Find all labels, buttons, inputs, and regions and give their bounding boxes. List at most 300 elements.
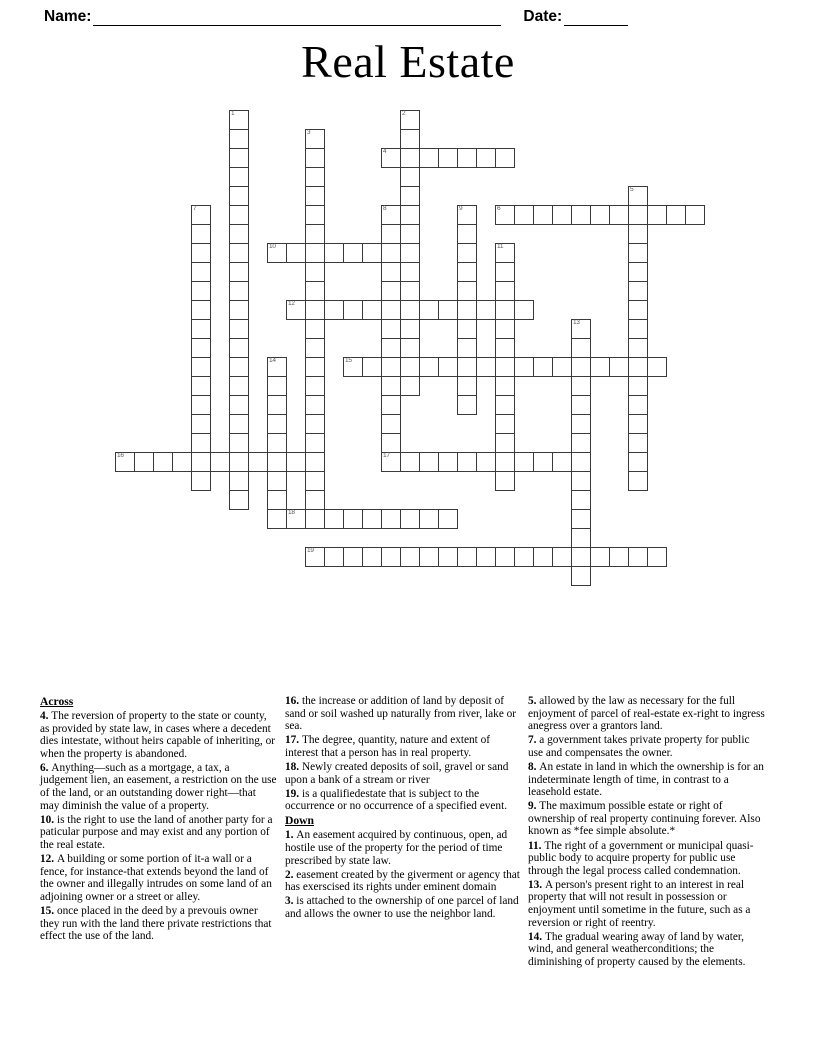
grid-cell[interactable] [172, 452, 192, 472]
grid-cell[interactable] [305, 433, 325, 453]
grid-cell[interactable] [229, 205, 249, 225]
clue-text: easement created by the giverment or agency that has exerscised its rights under eminent domain [285, 868, 520, 894]
grid-cell[interactable] [438, 148, 458, 168]
grid-cell[interactable] [305, 224, 325, 244]
grid-cell[interactable] [305, 319, 325, 339]
grid-cell[interactable] [305, 547, 325, 567]
clue-text: is attached to the ownership of one parcel of land and allows the owner to use the neighbor land. [285, 895, 519, 920]
grid-cell[interactable] [305, 338, 325, 358]
grid-cell-number: 11 [497, 243, 504, 250]
grid-cell[interactable] [571, 376, 591, 396]
grid-cell[interactable] [381, 395, 401, 415]
grid-cell[interactable] [229, 167, 249, 187]
grid-cell[interactable] [191, 433, 211, 453]
grid-cell[interactable] [305, 376, 325, 396]
clue-number: 5. [528, 695, 540, 707]
grid-cell[interactable] [457, 262, 477, 282]
grid-cell[interactable] [400, 300, 420, 320]
clue-item [285, 869, 520, 894]
date-label: Date: [523, 8, 563, 25]
grid-cell[interactable] [305, 490, 325, 510]
grid-cell[interactable] [229, 110, 249, 130]
grid-cell[interactable] [362, 547, 382, 567]
grid-cell[interactable] [191, 357, 211, 377]
grid-cell[interactable] [343, 509, 363, 529]
grid-cell[interactable] [628, 243, 648, 263]
grid-cell-number: 12 [288, 300, 295, 307]
grid-cell-number: 8 [383, 205, 387, 212]
grid-cell[interactable] [305, 167, 325, 187]
grid-cell[interactable] [286, 509, 306, 529]
grid-cell[interactable] [324, 509, 344, 529]
grid-cell[interactable] [400, 205, 420, 225]
grid-cell[interactable] [571, 414, 591, 434]
grid-cell[interactable] [362, 300, 382, 320]
grid-cell[interactable] [552, 205, 572, 225]
grid-cell[interactable] [514, 452, 534, 472]
grid-cell[interactable] [381, 319, 401, 339]
grid-cell[interactable] [628, 338, 648, 358]
clue-text: The reversion of property to the state or county, as provided by state law, in cases where a decedent dies intestate, without heirs capable of inheriting, or when the property is abandoned. [40, 710, 275, 760]
clue-text: An easement acquired by continuous, open, ad hostile use of the property for the period of time prescribed by state law. [285, 829, 508, 867]
grid-cell[interactable] [229, 452, 249, 472]
grid-cell[interactable] [229, 433, 249, 453]
grid-cell[interactable] [609, 205, 629, 225]
clue-text: An estate in land in which the ownership is for an indeterminate length of time, in contrast to a leasehold estate. [528, 760, 764, 799]
grid-cell[interactable] [495, 471, 515, 491]
grid-cell[interactable] [571, 205, 591, 225]
grid-cell[interactable] [229, 357, 249, 377]
grid-cell[interactable] [628, 452, 648, 472]
grid-cell[interactable] [419, 357, 439, 377]
grid-cell-number: 3 [307, 129, 311, 136]
grid-cell[interactable] [666, 205, 686, 225]
grid-cell[interactable] [495, 452, 515, 472]
grid-cell[interactable] [267, 395, 287, 415]
grid-cell[interactable] [457, 224, 477, 244]
grid-cell[interactable] [381, 148, 401, 168]
grid-cell[interactable] [267, 243, 287, 263]
grid-cell[interactable] [305, 452, 325, 472]
grid-cell[interactable] [305, 129, 325, 149]
grid-cell[interactable] [571, 547, 591, 567]
grid-cell[interactable] [514, 357, 534, 377]
grid-cell[interactable] [362, 243, 382, 263]
grid-cell[interactable] [495, 300, 515, 320]
grid-cell[interactable] [229, 281, 249, 301]
grid-cell[interactable] [191, 338, 211, 358]
grid-cell[interactable] [229, 129, 249, 149]
grid-cell[interactable] [381, 547, 401, 567]
grid-cell[interactable] [476, 148, 496, 168]
grid-cell[interactable] [457, 376, 477, 396]
grid-cell[interactable] [362, 357, 382, 377]
grid-cell[interactable] [495, 148, 515, 168]
grid-cell[interactable] [248, 452, 268, 472]
clue-item [528, 695, 765, 733]
grid-cell[interactable] [628, 433, 648, 453]
grid-cell[interactable] [533, 205, 553, 225]
grid-cell[interactable] [400, 148, 420, 168]
grid-cell[interactable] [400, 319, 420, 339]
grid-cell[interactable] [457, 148, 477, 168]
grid-cell[interactable] [229, 338, 249, 358]
grid-cell[interactable] [685, 205, 705, 225]
grid-cell[interactable] [381, 262, 401, 282]
grid-cell[interactable] [628, 395, 648, 415]
grid-cell[interactable] [191, 224, 211, 244]
clue-number: 7. [528, 734, 540, 747]
grid-cell[interactable] [457, 338, 477, 358]
clue-item [528, 931, 765, 969]
clue-item [285, 695, 520, 733]
grid-cell[interactable] [495, 262, 515, 282]
grid-cell[interactable] [324, 243, 344, 263]
grid-cell[interactable] [362, 509, 382, 529]
grid-cell-number: 19 [307, 547, 314, 554]
grid-cell[interactable] [419, 509, 439, 529]
grid-cell-number: 5 [630, 186, 634, 193]
clue-number: 12. [40, 853, 57, 866]
clue-number: 4. [40, 710, 52, 722]
grid-cell[interactable] [381, 376, 401, 396]
grid-cell[interactable] [533, 357, 553, 377]
down-heading: Down [285, 814, 314, 828]
grid-cell[interactable] [286, 300, 306, 320]
clue-number: 11. [528, 839, 545, 852]
grid-cell[interactable] [552, 547, 572, 567]
grid-cell[interactable] [533, 547, 553, 567]
grid-cell[interactable] [305, 262, 325, 282]
grid-cell[interactable] [343, 300, 363, 320]
grid-cell[interactable] [419, 148, 439, 168]
grid-cell[interactable] [457, 243, 477, 263]
grid-cell-number: 18 [288, 509, 295, 516]
grid-cell[interactable] [229, 471, 249, 491]
grid-cell[interactable] [647, 205, 667, 225]
grid-cell[interactable] [305, 243, 325, 263]
grid-cell[interactable] [476, 547, 496, 567]
grid-cell[interactable] [267, 376, 287, 396]
clue-panel [0, 695, 816, 970]
grid-cell[interactable] [191, 395, 211, 415]
grid-cell[interactable] [381, 338, 401, 358]
grid-cell[interactable] [229, 414, 249, 434]
grid-cell[interactable] [153, 452, 173, 472]
grid-cell[interactable] [590, 547, 610, 567]
grid-cell[interactable] [571, 433, 591, 453]
grid-cell[interactable] [305, 509, 325, 529]
grid-cell[interactable] [267, 433, 287, 453]
grid-cell[interactable] [571, 471, 591, 491]
grid-cell[interactable] [267, 414, 287, 434]
grid-cell[interactable] [476, 357, 496, 377]
grid-cell[interactable] [381, 224, 401, 244]
clue-text: once placed in the deed by a prevouis owner they run with the land there private restrictions that effect the use of the land. [40, 904, 272, 943]
grid-cell[interactable] [514, 205, 534, 225]
across-heading: Across [40, 695, 74, 708]
grid-cell[interactable] [229, 490, 249, 510]
grid-cell[interactable] [514, 300, 534, 320]
grid-cell[interactable] [400, 243, 420, 263]
grid-cell-number: 14 [269, 357, 276, 364]
grid-cell[interactable] [286, 452, 306, 472]
grid-cell[interactable] [400, 224, 420, 244]
clue-number: 1. [285, 829, 297, 842]
grid-cell[interactable] [267, 471, 287, 491]
grid-cell[interactable] [571, 395, 591, 415]
grid-cell[interactable] [628, 205, 648, 225]
grid-cell[interactable] [400, 452, 420, 472]
clue-item [528, 734, 765, 759]
clue-text: The degree, quantity, nature and extent of interest that a person has in real property. [285, 734, 491, 759]
grid-cell[interactable] [191, 243, 211, 263]
grid-cell[interactable] [381, 300, 401, 320]
grid-cell[interactable] [229, 300, 249, 320]
clue-number: 3. [285, 895, 297, 908]
grid-cell-number: 4 [383, 148, 387, 155]
grid-cell[interactable] [191, 262, 211, 282]
grid-cell[interactable] [191, 319, 211, 339]
grid-cell[interactable] [552, 357, 572, 377]
grid-cell[interactable] [229, 262, 249, 282]
grid-cell[interactable] [400, 110, 420, 130]
grid-cell[interactable] [628, 281, 648, 301]
clue-text: Newly created deposits of soil, gravel or sand upon a bank of a stream or river [285, 760, 509, 786]
grid-cell[interactable] [400, 167, 420, 187]
grid-cell[interactable] [229, 243, 249, 263]
grid-cell[interactable] [381, 281, 401, 301]
clue-text: A building or some portion of it-a wall or a fence, for instance-that extends beyond the land of the owner and illegally intrudes on some land of an adjoining owner or a street or alley. [40, 853, 272, 903]
grid-cell[interactable] [381, 452, 401, 472]
grid-cell[interactable] [571, 338, 591, 358]
grid-cell[interactable] [457, 205, 477, 225]
grid-cell[interactable] [628, 319, 648, 339]
clue-number: 13. [528, 878, 545, 891]
grid-cell[interactable] [476, 452, 496, 472]
grid-cell[interactable] [571, 509, 591, 529]
clue-text: The maximum possible estate or right of ownership of real property continuing forever. Also known as *fee simple absolute.* [528, 800, 761, 838]
grid-cell[interactable] [514, 547, 534, 567]
grid-cell[interactable] [571, 319, 591, 339]
grid-cell[interactable] [495, 376, 515, 396]
clue-item [528, 800, 765, 838]
grid-cell-number: 6 [497, 205, 501, 212]
grid-cell[interactable] [495, 319, 515, 339]
grid-cell[interactable] [115, 452, 135, 472]
grid-cell[interactable] [419, 547, 439, 567]
grid-cell[interactable] [438, 357, 458, 377]
grid-cell[interactable] [191, 414, 211, 434]
clue-text: is the right to use the land of another party for a paticular purpose and may exist and any portion of the real estate. [40, 813, 273, 851]
grid-cell[interactable] [438, 300, 458, 320]
grid-cell[interactable] [571, 566, 591, 586]
grid-cell[interactable] [628, 186, 648, 206]
grid-cell[interactable] [628, 414, 648, 434]
grid-cell[interactable] [191, 452, 211, 472]
clue-text: The gradual wearing away of land by water, wind, and general weatherconditions; the diminishing of property caused by the elements. [528, 930, 746, 968]
grid-cell[interactable] [267, 509, 287, 529]
grid-cell[interactable] [628, 547, 648, 567]
clue-text: allowed by the law as necessary for the full enjoyment of parcel of real-estate ex-right to ingress anegress over a grantors land. [528, 695, 765, 733]
grid-cell[interactable] [267, 357, 287, 377]
grid-cell[interactable] [267, 452, 287, 472]
grid-cell[interactable] [305, 281, 325, 301]
grid-cell[interactable] [609, 547, 629, 567]
grid-cell[interactable] [191, 376, 211, 396]
grid-cell[interactable] [324, 300, 344, 320]
grid-cell[interactable] [343, 357, 363, 377]
grid-cell[interactable] [305, 471, 325, 491]
grid-cell-number: 7 [193, 205, 197, 212]
grid-cell[interactable] [400, 376, 420, 396]
grid-cell[interactable] [628, 300, 648, 320]
grid-cell[interactable] [438, 452, 458, 472]
grid-cell[interactable] [400, 547, 420, 567]
name-label: Name: [44, 8, 92, 25]
grid-cell[interactable] [628, 224, 648, 244]
grid-cell[interactable] [495, 414, 515, 434]
grid-cell[interactable] [552, 452, 572, 472]
grid-cell[interactable] [229, 186, 249, 206]
grid-cell[interactable] [400, 281, 420, 301]
grid-cell[interactable] [590, 205, 610, 225]
grid-cell[interactable] [381, 243, 401, 263]
grid-cell[interactable] [305, 357, 325, 377]
clue-text: A person's present right to an interest in real property that will not result in possession or enjoyment until sometime in the future, such as a reversion or right of reentry. [528, 878, 751, 929]
grid-cell-number: 10 [269, 243, 276, 250]
grid-cell[interactable] [590, 357, 610, 377]
grid-cell[interactable] [495, 395, 515, 415]
grid-cell[interactable] [647, 547, 667, 567]
grid-cell[interactable] [571, 490, 591, 510]
grid-cell[interactable] [286, 243, 306, 263]
grid-cell[interactable] [457, 300, 477, 320]
grid-cell[interactable] [381, 357, 401, 377]
grid-cell[interactable] [495, 338, 515, 358]
grid-cell[interactable] [476, 300, 496, 320]
grid-cell[interactable] [400, 186, 420, 206]
grid-cell-number: 1 [231, 110, 235, 117]
grid-cell[interactable] [191, 281, 211, 301]
grid-cell[interactable] [305, 395, 325, 415]
clue-item [285, 895, 520, 920]
grid-cell[interactable] [457, 452, 477, 472]
clue-number: 2. [285, 868, 297, 881]
grid-cell[interactable] [324, 547, 344, 567]
grid-cell[interactable] [457, 357, 477, 377]
clue-text: Anything—such as a mortgage, a tax, a judgement lien, an easement, a restriction on the use of the land, or an outstanding dower right—that may diminish the value of a property. [40, 761, 277, 812]
clue-item [285, 829, 520, 867]
grid-cell[interactable] [457, 547, 477, 567]
grid-cell[interactable] [305, 300, 325, 320]
grid-cell[interactable] [381, 509, 401, 529]
grid-cell[interactable] [229, 319, 249, 339]
grid-cell[interactable] [419, 452, 439, 472]
grid-cell[interactable] [400, 509, 420, 529]
grid-cell[interactable] [495, 243, 515, 263]
grid-cell[interactable] [343, 243, 363, 263]
clue-text: is a qualifiedestate that is subject to the occurrence or no occurrence of a specified event. [285, 787, 508, 813]
grid-cell[interactable] [229, 148, 249, 168]
clue-number: 18. [285, 760, 302, 773]
grid-cell[interactable] [438, 547, 458, 567]
grid-cell[interactable] [305, 186, 325, 206]
grid-cell[interactable] [628, 376, 648, 396]
grid-cell[interactable] [647, 357, 667, 377]
grid-cell-number: 9 [459, 205, 463, 212]
grid-cell[interactable] [571, 357, 591, 377]
grid-cell[interactable] [533, 452, 553, 472]
grid-cell[interactable] [400, 262, 420, 282]
grid-cell[interactable] [381, 205, 401, 225]
grid-cell[interactable] [495, 547, 515, 567]
grid-cell[interactable] [457, 281, 477, 301]
grid-cell-number: 13 [573, 319, 580, 326]
clue-number: 17. [285, 734, 302, 747]
clue-item [285, 761, 520, 786]
grid-cell[interactable] [229, 376, 249, 396]
grid-cell[interactable] [381, 414, 401, 434]
clue-number: 10. [40, 813, 57, 826]
grid-cell[interactable] [400, 338, 420, 358]
grid-cell[interactable] [305, 148, 325, 168]
clue-number: 6. [40, 761, 52, 774]
clue-number: 19. [285, 787, 302, 800]
grid-cell[interactable] [495, 281, 515, 301]
grid-cell[interactable] [191, 471, 211, 491]
grid-cell[interactable] [191, 300, 211, 320]
clue-item [40, 710, 277, 760]
grid-cell[interactable] [495, 357, 515, 377]
clue-item [528, 840, 765, 878]
grid-cell[interactable] [438, 509, 458, 529]
grid-cell[interactable] [305, 205, 325, 225]
grid-cell[interactable] [134, 452, 154, 472]
grid-cell[interactable] [210, 452, 230, 472]
grid-cell[interactable] [609, 357, 629, 377]
grid-cell[interactable] [628, 262, 648, 282]
grid-cell[interactable] [457, 319, 477, 339]
grid-cell[interactable] [457, 395, 477, 415]
grid-cell[interactable] [628, 471, 648, 491]
clue-text: The right of a government or municipal quasi-public body to acquire property for public use through the legal process called condemnation. [528, 839, 754, 877]
grid-cell[interactable] [343, 547, 363, 567]
grid-cell[interactable] [381, 433, 401, 453]
grid-cell[interactable] [267, 490, 287, 510]
grid-cell[interactable] [305, 414, 325, 434]
clue-item [40, 905, 277, 943]
grid-cell-number: 16 [117, 452, 124, 459]
grid-cell-number: 2 [402, 110, 406, 117]
grid-cell[interactable] [400, 129, 420, 149]
grid-cell[interactable] [229, 224, 249, 244]
grid-cell[interactable] [400, 357, 420, 377]
grid-cell[interactable] [419, 300, 439, 320]
grid-cell[interactable] [571, 528, 591, 548]
grid-cell[interactable] [571, 452, 591, 472]
grid-cell[interactable] [191, 205, 211, 225]
grid-cell[interactable] [628, 357, 648, 377]
clue-column-1 [40, 695, 285, 970]
clue-item [528, 879, 765, 929]
grid-cell[interactable] [495, 433, 515, 453]
grid-cell[interactable] [495, 205, 515, 225]
clue-number: 8. [528, 760, 540, 773]
clue-number: 14. [528, 930, 545, 943]
clue-item [285, 734, 520, 759]
grid-cell[interactable] [229, 395, 249, 415]
